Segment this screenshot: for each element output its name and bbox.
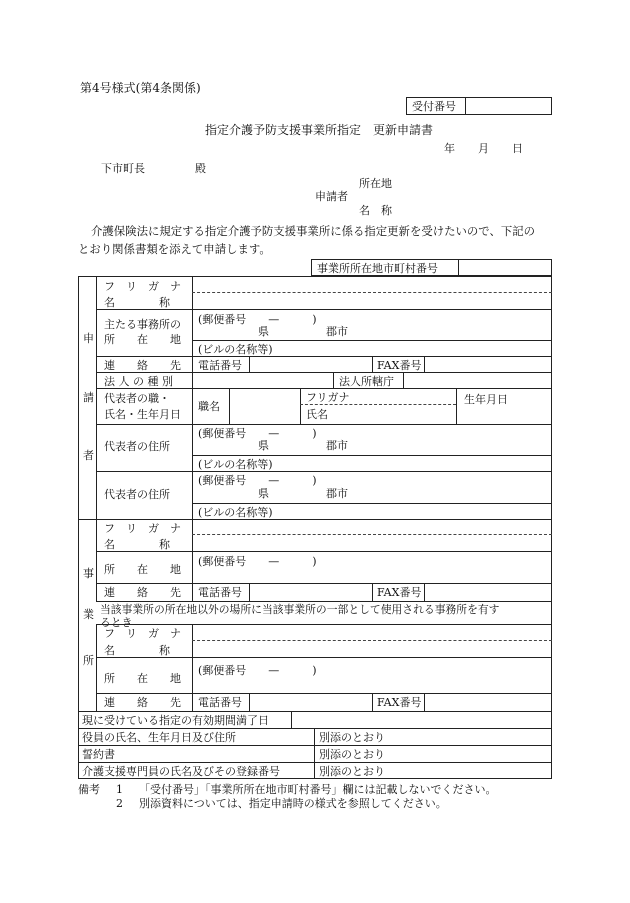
row-line <box>96 372 552 373</box>
rep-prefecture-2: 県 <box>258 487 269 500</box>
main-office-label: 主たる事務所の <box>104 318 181 331</box>
row-line <box>96 624 552 625</box>
row-line <box>78 745 552 746</box>
care-manager-value: 別添のとおり <box>319 765 385 778</box>
office-furigana-label: フ リ ガ ナ <box>104 522 181 535</box>
cell-line <box>456 388 457 424</box>
applicant-label: 申請者 <box>315 190 348 203</box>
side-label-applicant-2: 請 <box>83 391 94 404</box>
note-2-number: 2 <box>116 797 123 810</box>
date-day: 日 <box>512 142 523 155</box>
corp-type-label: 法 人 の 種 別 <box>104 375 173 388</box>
cell-line <box>372 583 373 601</box>
receipt-divider <box>465 97 466 115</box>
suboffice-location-label: 所 在 地 <box>104 672 181 685</box>
cell-line <box>424 693 425 711</box>
honorific: 殿 <box>195 162 206 175</box>
page-title: 指定介護予防支援事業所指定 更新申請書 <box>205 123 434 137</box>
applicant-building: (ビルの名称等) <box>198 343 273 356</box>
dashed-line <box>192 534 552 535</box>
row-line <box>96 551 552 552</box>
rep-position-label-2: 氏名・生年月日 <box>104 408 181 421</box>
applicant-phone-label: 電話番号 <box>198 359 242 372</box>
municipality-number-label: 事業所所在地市町村番号 <box>317 262 438 275</box>
suboffice-name-label: 名 称 <box>104 644 170 657</box>
applicant-fax-label: FAX番号 <box>377 359 422 372</box>
row-line <box>96 356 552 357</box>
dashed-line <box>300 404 456 405</box>
applicant-postal: (郵便番号 — ) <box>198 313 317 326</box>
row-line <box>96 471 552 472</box>
applicant-contact-label: 連 絡 先 <box>104 359 181 372</box>
cell-line <box>314 728 315 779</box>
side-divider-applicant <box>96 276 97 519</box>
cell-line <box>424 356 425 372</box>
applicant-name-label: 名 称 <box>104 296 170 309</box>
notes-label: 備考 <box>78 783 100 796</box>
corp-authority-label: 法人所轄庁 <box>339 375 394 388</box>
cell-line <box>372 356 373 372</box>
row-line <box>78 762 552 763</box>
rep-furigana-label: フリガナ <box>306 391 350 404</box>
cell-line <box>249 693 250 711</box>
side-label-applicant-3: 者 <box>83 449 94 462</box>
rep-city-1: 郡市 <box>326 439 348 452</box>
pledge-value: 別添のとおり <box>319 748 385 761</box>
other-location-note-2: るとき <box>100 616 133 629</box>
suboffice-fax-label: FAX番号 <box>377 696 422 709</box>
label-divider2 <box>192 624 193 711</box>
form-id: 第4号様式(第4条関係) <box>80 81 201 95</box>
suboffice-furigana-label: フ リ ガ ナ <box>104 627 181 640</box>
dashed-line <box>192 640 552 641</box>
row-line <box>96 693 552 694</box>
date-month: 月 <box>478 142 489 155</box>
note-1-number: 1 <box>116 783 123 796</box>
note-2: 別添資料については、指定申請時の様式を参照してください。 <box>139 797 447 810</box>
row-line <box>192 455 552 456</box>
label-divider <box>192 276 193 601</box>
row-line <box>192 340 552 341</box>
row-line <box>78 711 552 712</box>
row-line <box>96 309 552 310</box>
suboffice-contact-label: 連 絡 先 <box>104 696 181 709</box>
body-text-line1: 介護保険法に規定する指定介護予防支援事業所に係る指定更新を受けたいので、下記の <box>91 224 536 238</box>
main-office-location-label: 所 在 地 <box>104 333 181 346</box>
position-label: 職名 <box>198 400 220 413</box>
row-line <box>78 519 552 520</box>
municipality-divider <box>458 259 459 276</box>
applicant-address-label: 所在地 <box>359 177 392 190</box>
care-manager-label: 介護支援専門員の氏名及びその登録番号 <box>82 765 280 778</box>
rep-postal-1: (郵便番号 — ) <box>198 427 317 440</box>
rep-postal-2: (郵便番号 — ) <box>198 474 317 487</box>
side-label-office-2: 業 <box>83 608 94 621</box>
cell-line <box>229 388 230 424</box>
office-fax-label: FAX番号 <box>377 586 422 599</box>
office-postal: (郵便番号 — ) <box>198 555 317 568</box>
rep-city-2: 郡市 <box>326 487 348 500</box>
date-year: 年 <box>444 142 455 155</box>
office-name-label: 名 称 <box>104 538 170 551</box>
dashed-line <box>192 292 552 293</box>
applicant-prefecture: 県 <box>258 325 269 338</box>
row-line <box>192 503 552 504</box>
recipient: 下市町長 <box>101 162 145 175</box>
cell-line <box>300 388 301 424</box>
note-1: 「受付番号」「事業所所在地市町村番号」欄には記載しないでください。 <box>139 783 497 796</box>
rep-building-1: (ビルの名称等) <box>198 458 273 471</box>
rep-building-2: (ビルの名称等) <box>198 506 273 519</box>
receipt-number-label: 受付番号 <box>412 100 456 113</box>
side-label-applicant-1: 申 <box>83 332 94 345</box>
cell-line <box>403 372 404 388</box>
cell-line <box>333 372 334 388</box>
side-label-office-3: 所 <box>83 654 94 667</box>
other-location-note: 当該事業所の所在地以外の場所に当該事業所の一部として使用される事務所を有す <box>100 603 500 616</box>
pledge-label: 誓約書 <box>82 748 115 761</box>
officers-value: 別添のとおり <box>319 731 385 744</box>
row-line <box>96 583 552 584</box>
side-divider-office2 <box>96 624 97 711</box>
applicant-city: 郡市 <box>326 325 348 338</box>
row-line <box>96 388 552 389</box>
cell-line <box>291 711 292 728</box>
suboffice-postal: (郵便番号 — ) <box>198 664 317 677</box>
office-contact-label: 連 絡 先 <box>104 586 181 599</box>
side-label-office-1: 事 <box>83 567 94 580</box>
body-text-line2: とおり関係書類を添えて申請します。 <box>78 242 271 256</box>
rep-position-label-1: 代表者の職・ <box>104 392 170 405</box>
row-line <box>96 657 552 658</box>
expiry-label: 現に受けている指定の有効期間満了日 <box>82 714 269 727</box>
cell-line <box>424 583 425 601</box>
rep-address-label-1: 代表者の住所 <box>104 440 170 453</box>
rep-birthdate-label: 生年月日 <box>464 393 508 406</box>
office-location-label: 所 在 地 <box>104 563 181 576</box>
applicant-furigana-label: フ リ ガ ナ <box>104 280 181 293</box>
row-line <box>96 601 552 602</box>
cell-line <box>249 356 250 372</box>
row-line <box>78 728 552 729</box>
cell-line <box>249 583 250 601</box>
rep-address-label-2: 代表者の住所 <box>104 488 170 501</box>
cell-line <box>372 693 373 711</box>
suboffice-phone-label: 電話番号 <box>198 696 242 709</box>
side-divider-office <box>96 519 97 601</box>
office-phone-label: 電話番号 <box>198 586 242 599</box>
rep-prefecture-1: 県 <box>258 439 269 452</box>
rep-name-label: 氏名 <box>306 408 328 421</box>
applicant-name-label: 名 称 <box>359 204 392 217</box>
row-line <box>96 424 552 425</box>
officers-label: 役員の氏名、生年月日及び住所 <box>82 731 236 744</box>
